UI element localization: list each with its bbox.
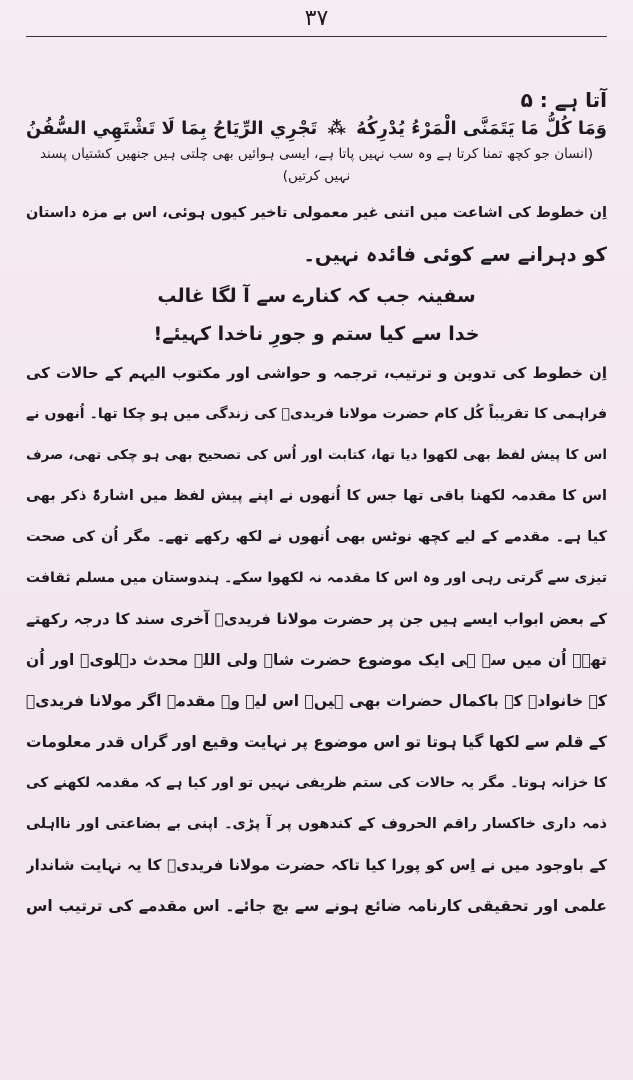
arabic-verse-part1: وَمَا كُلُّ مَا يَتَمَنَّى الْمَرْءُ يُدْرِكُهُ [356,118,607,139]
section-heading: آتا ہے : ۵ [520,88,607,112]
paragraph-line: کیا ہے۔ مقدمے کے لیے کچھ نوٹس بھی اُنھوں نے لکھ رکھے تھے۔ مگر اُن کی صحت [26,529,607,545]
paragraph-line: کے باوجود میں نے اِس کو پورا کیا تاکہ حضرت مولانا فریدیؒ کا یہ نہایت شاندار [26,856,607,874]
paragraph-line: کو دہرانے سے کوئی فائدہ نہیں۔ [303,243,607,266]
paragraph-line: کے خانوادے کے باکمال حضرات بھی ہیں۔ اس لیے وہ مقدمہ اگر مولانا فریدیؒ [26,692,607,710]
verse-line-2: خدا سے کیا ستم و جورِ ناخدا کہیئے! [153,323,480,345]
header-rule [26,36,607,37]
paragraph-2 [26,353,607,927]
verse-line-1: سفینہ جب کہ کنارے سے آ لگا غالب [157,285,476,307]
paragraph-line: اِن خطوط کی اشاعت میں اتنی غیر معمولی تاخیر کیوں ہوئی، اس بے مزہ داستان [26,205,607,221]
paragraph-line: تھے۔ اُن میں سے ہی ایک موضوع حضرت شاہ ولی اللہ محدث دہلویؒ اور اُن [26,651,607,669]
paragraph-line: کے قلم سے لکھا گیا ہوتا تو اس موضوع پر نہایت وقیع اور گراں قدر معلومات [26,733,607,751]
paragraph-line: اس کا مقدمہ لکھنا باقی تھا جس کا اُنھوں نے اپنے پیش لفظ میں اشارۃً ذکر بھی [26,488,607,504]
paragraph-line: اِن خطوط کی تدوین و ترتیب، ترجمہ و حواشی اور مکتوب الیہم کے حالات کی [26,364,607,382]
paragraph-line: ذمہ داری خاکسار راقم الحروف کے کندھوں پر آ پڑی۔ اپنی بے بضاعتی اور نااہلی [26,816,607,832]
paragraph-line: اس کا پیش لفظ بھی لکھوا دیا تھا، کتابت اور اُس کی تصحیح بھی ہو چکی تھی، صرف [26,447,607,463]
verse-translation: (انسان جو کچھ تمنا کرتا ہے وہ سب نہیں پاتا ہے، ایسی ہوائیں بھی چلتی ہیں جنھیں کشتیاں پسند نہیں کرتیں) [39,146,594,184]
paragraph-line: کے بعض ابواب ایسے ہیں جن پر حضرت مولانا فریدیؒ آخری سند کا درجہ رکھتے [26,610,607,628]
paragraph-line: تیزی سے گرتی رہی اور وہ اس کا مقدمہ نہ لکھوا سکے۔ ہندوستان میں مسلم ثقافت [26,570,607,586]
verse-separator: ⁂ [327,118,346,139]
paragraph-1 [26,193,607,275]
paragraph-line: فراہمی کا تقریباً کُل کام حضرت مولانا فریدیؒ کی زندگی میں ہو چکا تھا۔ اُنھوں نے [26,406,607,422]
paragraph-line: علمی اور تحقیقی کارنامہ ضائع ہونے سے بچ جائے۔ اس مقدمے کی ترتیب اس [26,897,607,915]
paragraph-line: کا خزانہ ہوتا۔ مگر یہ حالات کی ستم ظریفی نہیں تو اور کیا ہے کہ مقدمہ لکھنے کی [26,775,607,791]
arabic-verse [26,115,607,143]
page-number: ۳۷ [304,6,329,31]
arabic-verse-part2: تَجْرِي الرِّيَاحُ بِمَا لَا تَشْتَهِي السُّفُنُ [26,118,318,139]
persian-verse [26,277,607,353]
